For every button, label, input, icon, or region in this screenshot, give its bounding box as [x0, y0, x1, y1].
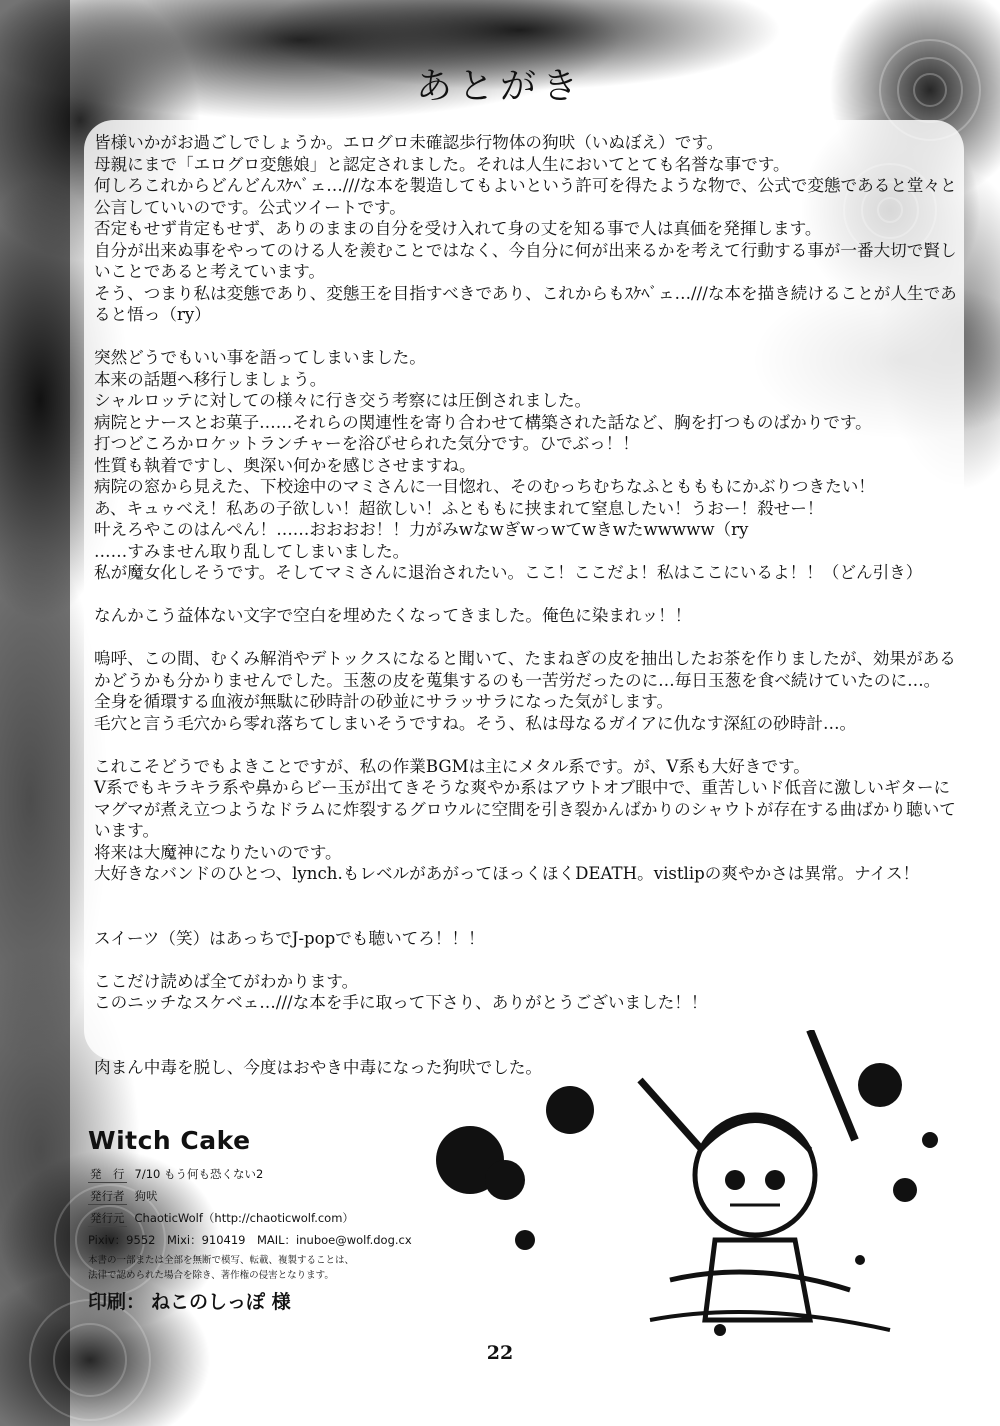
- text-line: 公言していいのです。公式ツイートです。: [94, 197, 406, 217]
- witch-mascot-illustration: [610, 1030, 920, 1340]
- text-line: このニッチなスケベェ…///な本を手に取って下さり、ありがとうございました！！: [94, 993, 708, 1012]
- origin-label: 発行元: [90, 1210, 125, 1225]
- text-line: 何しろこれからどんどんｽｹﾍﾞェ…///な本を製造してもよいという許可を得たような物で、公式で変態であると堂々と: [94, 176, 957, 195]
- copyright-notice-line: 本書の一部または全部を無断で模写、転載、複製することは、: [88, 1255, 355, 1266]
- text-line: かどうかも分かりませんでした。玉葱の皮を蒐集するのも一苦労だったのに…毎日玉葱を食べ続けていたのに…。: [94, 670, 941, 690]
- text-line: シャルロッテに対しての様々に行き交う考察には圧倒されました。: [94, 391, 592, 410]
- text-line: 全身を循環する血液が無駄に砂時計の砂並にサラッサラになった気がします。: [94, 692, 674, 711]
- text-line: ……すみません取り乱してしまいました。: [94, 541, 410, 561]
- copyright-notice: [88, 1253, 488, 1283]
- text-line: マグマが煮え立つようなドラムに炸裂するグロウルに空間を引き裂かんばかりのシャウトが存在する曲ばかり聴いて: [94, 799, 956, 819]
- text-line: ると悟っ（ry）: [94, 305, 211, 324]
- issue-value: 7/10 もう何も恐くない2: [134, 1167, 264, 1181]
- text-line: そう、つまり私は変態であり、変態王を目指すべきであり、これからもｽｹﾍﾞェ…///な本を描き続けることが人生であ: [94, 283, 957, 303]
- colophon-contacts: Pixiv：9552 Mixi：910419 MAIL：inuboe@wolf.dog.cx: [88, 1233, 412, 1247]
- paragraph-gap: [94, 885, 964, 907]
- origin-value: ChaoticWolf（http://chaoticwolf.com）: [134, 1211, 354, 1225]
- text-line: V系でもキラキラ系や鼻からビー玉が出てきそうな爽やか系はアウトオブ眼中で、重苦しいド低音に激しいギターに: [94, 778, 951, 797]
- text-line: 毛穴と言う毛穴から零れ落ちてしまいそうですね。そう、私は母なるガイアに仇なす深紅の砂時計…。: [94, 713, 857, 733]
- text-line: あ、キュゥべえ！私あの子欲しい！超欲しい！ふとももに挟まれて窒息したい！うおー！殺せー！: [94, 498, 824, 518]
- paragraph-gap: [94, 627, 964, 649]
- copyright-notice-line: 法律で認められた場合を除き、著作権の侵害となります。: [88, 1270, 334, 1281]
- text-line: ここだけ読めば全てがわかります。: [94, 971, 359, 991]
- paragraph-gap: [94, 906, 964, 928]
- text-line: 自分が出来ぬ事をやってのける人を羨むことではなく、今自分に何が出来るかを考えて行動する事が一番大切で賢し: [94, 240, 957, 260]
- paragraph-gap: [94, 584, 964, 606]
- page-title: あとがき: [415, 66, 584, 107]
- text-line: 病院の窓から見えた、下校途中のマミさんに一目惚れ、そのむっちむちなふともももにかぶりつきたい！: [94, 477, 875, 496]
- text-line: 叶えろやこのはんぺん！……おおおお！！力がみwなwぎwっwてwきwたwwwww（ry: [94, 520, 749, 539]
- afterword-body: [94, 132, 964, 1078]
- text-line: 突然どうでもいい事を語ってしまいました。: [94, 348, 426, 367]
- text-line: 将来は大魔神になりたいのです。: [94, 842, 342, 862]
- paragraph-gap: [94, 326, 964, 348]
- printer-value: ねこのしっぽ 様: [151, 1291, 291, 1313]
- text-line: 大好きなバンドのひとつ、lynch.もレベルがあがってほっくほくDEATH。vistlipの爽やかさは異常。ナイス！: [94, 864, 920, 883]
- text-line: 本来の話題へ移行しましょう。: [94, 369, 327, 389]
- colophon-publisher-row: [88, 1185, 488, 1207]
- text-line: なんかこう益体ない文字で空白を埋めたくなってきました。俺色に染まれッ！！: [94, 606, 692, 625]
- issue-label: 発 行: [90, 1166, 125, 1181]
- text-line: 性質も執着ですし、奥深い何かを感じさせますね。: [94, 455, 476, 475]
- text-line: います。: [94, 821, 160, 840]
- text-line: 打つどころかロケットランチャーを浴びせられた気分です。ひでぶっ！！: [94, 434, 639, 453]
- text-line: 母親にまで「エログロ変態娘」と認定されました。それは人生においてとても名誉な事です。: [94, 154, 790, 174]
- circle-name: Witch Cake: [88, 1126, 251, 1155]
- colophon: [88, 1126, 488, 1314]
- printer-label: 印刷：: [88, 1291, 146, 1313]
- page-number: 22: [486, 1342, 514, 1364]
- printer-row: [88, 1287, 488, 1314]
- text-line: 病院とナースとお菓子……それらの関連性を寄り合わせて構築された話など、胸を打つものばかりです。: [94, 412, 872, 432]
- colophon-origin-row: [88, 1207, 488, 1229]
- text-line: 嗚呼、この間、むくみ解消やデトックスになると聞いて、たまねぎの皮を抽出したお茶を作りましたが、効果がある: [94, 649, 956, 668]
- text-line: 皆様いかがお過ごしでしょうか。エログロ未確認歩行物体の狗吠（いぬぼえ）です。: [94, 133, 724, 152]
- paragraph-gap: [94, 734, 964, 756]
- text-line: 否定もせず肯定もせず、ありのままの自分を受け入れて身の丈を知る事で人は真価を発揮します。: [94, 219, 822, 238]
- publisher-label: 発行者: [90, 1188, 125, 1203]
- text-line: いことであると考えています。: [94, 262, 325, 281]
- paragraph-gap: [94, 949, 964, 971]
- publisher-value: 狗吠: [134, 1189, 158, 1203]
- text-line: 肉まん中毒を脱し、今度はおやき中毒になった狗吠でした。: [94, 1057, 543, 1077]
- colophon-issue-row: [88, 1163, 488, 1185]
- text-line: これこそどうでもよきことですが、私の作業BGMは主にメタル系です。が、V系も大好きです。: [94, 756, 810, 776]
- text-line: スイーツ（笑）はあっちでJ-popでも聴いてろ！！！: [94, 928, 485, 948]
- text-line: 私が魔女化しそうです。そしてマミさんに退治されたい。ここ！ここだよ！私はここにいるよ！！（どん引き）: [94, 563, 923, 582]
